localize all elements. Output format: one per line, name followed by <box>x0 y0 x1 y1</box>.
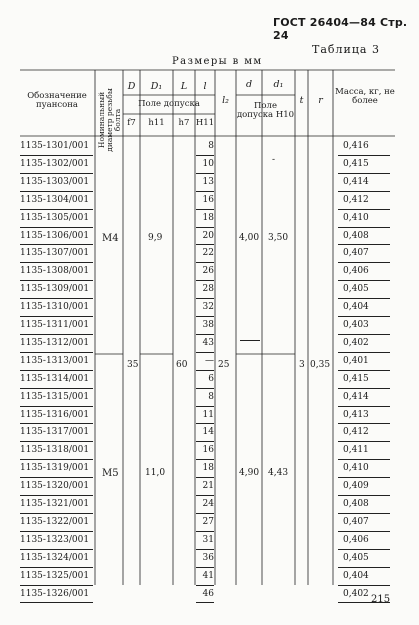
row-mass: 0,411 <box>343 445 369 456</box>
row-underline <box>20 513 93 514</box>
page-number: 215 <box>371 594 391 605</box>
row-l: 27 <box>202 516 214 527</box>
row-designation: 1135-1319/001 <box>20 463 90 474</box>
row-mass: 0,409 <box>343 481 369 492</box>
row-underline <box>20 280 93 281</box>
header-sub-f7: f7 <box>127 118 136 128</box>
row-underline <box>20 191 93 192</box>
row-l: 8 <box>208 141 214 151</box>
row-mass-underline <box>338 567 390 568</box>
row-l-underline <box>196 549 214 550</box>
row-l: 28 <box>202 284 214 295</box>
row-l-underline <box>196 227 214 228</box>
row-mass-underline <box>338 173 390 174</box>
row-designation: 1135-1311/001 <box>20 320 90 330</box>
row-l-underline <box>196 423 214 424</box>
page-header: ГОСТ 26404—84 Стр. 24 <box>273 16 408 42</box>
row-mass-underline <box>338 459 390 460</box>
header-tolerance-H10: Поле допуска H10 <box>236 101 295 121</box>
row-l-underline <box>196 459 214 460</box>
group-m5-d: 4,90 <box>239 468 260 478</box>
header-sub-h11: h11 <box>148 118 165 128</box>
row-l: 13 <box>202 176 214 187</box>
group-m4-D1: 9,9 <box>148 233 163 243</box>
row-l: 20 <box>202 230 214 241</box>
row-designation: 1135-1301/001 <box>20 141 90 151</box>
row-l: 22 <box>202 248 214 259</box>
row-underline <box>20 406 93 407</box>
row-underline <box>20 585 93 586</box>
row-designation: 1135-1312/001 <box>20 337 90 348</box>
row-l-underline <box>196 406 214 407</box>
row-underline <box>20 316 93 317</box>
row-l: 10 <box>202 158 214 169</box>
row-mass-underline <box>338 191 390 192</box>
row-mass-underline <box>338 334 390 335</box>
row-designation: 1135-1313/001 <box>20 355 90 366</box>
row-mass: 0,414 <box>343 176 369 187</box>
row-l-underline <box>196 316 214 317</box>
row-mass-underline <box>338 388 390 389</box>
row-mass: 0,405 <box>343 552 369 563</box>
row-mass: 0,407 <box>343 248 369 259</box>
header-d1: d₁ <box>273 79 284 90</box>
row-l: 11 <box>202 409 214 420</box>
group-m4-d1: 3,50 <box>268 233 289 243</box>
row-mass: 0,406 <box>343 534 369 545</box>
group-m5-nominal: M5 <box>102 468 119 479</box>
row-mass: 0,408 <box>343 230 369 241</box>
row-mass: 0,402 <box>343 588 369 599</box>
row-l: 14 <box>202 427 214 438</box>
row-mass: 0,410 <box>343 212 369 223</box>
row-underline <box>20 173 93 174</box>
header-d: d <box>245 79 253 90</box>
group-m5-D1: 11,0 <box>145 468 166 478</box>
table-label: Таблица 3 <box>312 43 380 56</box>
row-l: 6 <box>208 373 214 384</box>
header-sub-H11: H11 <box>195 118 215 128</box>
row-designation: 1135-1324/001 <box>20 552 90 563</box>
row-mass-underline <box>338 262 390 263</box>
row-underline <box>20 244 93 245</box>
group-m5-d1: 4,43 <box>268 468 289 478</box>
row-l-underline <box>196 495 214 496</box>
row-l: 46 <box>202 588 214 599</box>
row-mass-underline <box>338 477 390 478</box>
row-l: — <box>205 355 214 366</box>
row-mass: 0,415 <box>343 158 369 169</box>
row-mass: 0,403 <box>343 320 369 330</box>
row-mass-underline <box>338 495 390 496</box>
row-underline <box>20 549 93 550</box>
row-mass-underline <box>338 316 390 317</box>
row-l: 16 <box>202 194 214 205</box>
row-designation: 1135-1310/001 <box>20 302 90 313</box>
header-D1: D₁ <box>150 81 163 92</box>
shared-D: 35 <box>127 360 139 370</box>
row-mass: 0,416 <box>343 141 369 151</box>
row-underline <box>20 495 93 496</box>
row-l-underline <box>196 602 214 603</box>
row-l: 8 <box>208 391 214 402</box>
row-mass: 0,404 <box>343 570 369 581</box>
row-mass-underline <box>338 549 390 550</box>
row-designation: 1135-1315/001 <box>20 391 90 402</box>
row-mass-underline <box>338 441 390 442</box>
row-l-underline <box>196 334 214 335</box>
row-designation: 1135-1314/001 <box>20 373 90 384</box>
row-l-underline <box>196 441 214 442</box>
row-underline <box>20 155 93 156</box>
row-mass-underline <box>338 513 390 514</box>
row-l: 16 <box>202 445 214 456</box>
row-mass-underline <box>338 585 390 586</box>
row-mass: 0,413 <box>343 409 369 420</box>
header-sub-h7: h7 <box>178 118 190 128</box>
row-designation: 1135-1321/001 <box>20 499 90 509</box>
row-mass-underline <box>338 352 390 353</box>
row-l-underline <box>196 209 214 210</box>
group-m4-d: 4,00 <box>239 233 260 243</box>
row-l-underline <box>196 244 214 245</box>
row-mass-underline <box>338 298 390 299</box>
row-designation: 1135-1322/001 <box>20 516 90 527</box>
row-l: 41 <box>202 570 214 581</box>
row-designation: 1135-1302/001 <box>20 158 90 169</box>
row-designation: 1135-1317/001 <box>20 427 90 438</box>
header-l2: l₂ <box>222 95 229 106</box>
row-l-underline <box>196 477 214 478</box>
header-r: r <box>318 95 323 106</box>
row-mass: 0,407 <box>343 516 369 527</box>
row-designation: 1135-1307/001 <box>20 248 90 259</box>
row-mass: 0,406 <box>343 266 369 277</box>
row-mass: 0,404 <box>343 302 369 313</box>
row-mass-underline <box>338 531 390 532</box>
row-l: 32 <box>202 302 214 313</box>
row-l: 21 <box>202 481 214 492</box>
row-l-underline <box>196 173 214 174</box>
row-l-underline <box>196 155 214 156</box>
header-mass: Масса, кг, не более <box>335 87 395 107</box>
row-l: 36 <box>202 552 214 563</box>
header-tolerance-left: Поле допуска <box>138 99 200 109</box>
row-underline <box>20 477 93 478</box>
row-underline <box>20 227 93 228</box>
row-l-underline <box>196 298 214 299</box>
row-designation: 1135-1316/001 <box>20 409 90 420</box>
header-l: l <box>203 81 207 92</box>
row-l-underline <box>196 513 214 514</box>
row-underline <box>20 441 93 442</box>
row-underline <box>20 262 93 263</box>
shared-l2: 25 <box>218 360 230 370</box>
row-l: 24 <box>202 499 214 509</box>
row-designation: 1135-1306/001 <box>20 230 90 241</box>
row-l: 43 <box>202 337 214 348</box>
row-designation: 1135-1303/001 <box>20 176 90 187</box>
row-designation: 1135-1320/001 <box>20 481 90 492</box>
row-underline <box>20 298 93 299</box>
row-mass: 0,402 <box>343 337 369 348</box>
row-l: 38 <box>202 320 214 330</box>
row-l: 18 <box>202 463 214 474</box>
row-underline <box>20 334 93 335</box>
header-L: L <box>180 81 188 92</box>
row-underline <box>20 459 93 460</box>
row-mass-underline <box>338 406 390 407</box>
row-underline <box>20 352 93 353</box>
dimensions-caption: Размеры в мм <box>172 56 263 67</box>
d1-dash: - <box>272 155 276 165</box>
row-mass: 0,414 <box>343 391 369 402</box>
row-underline <box>20 388 93 389</box>
row-designation: 1135-1325/001 <box>20 570 90 581</box>
row-mass: 0,405 <box>343 284 369 295</box>
shared-L: 60 <box>176 360 188 370</box>
row-designation: 1135-1304/001 <box>20 194 90 205</box>
row-l-underline <box>196 370 214 371</box>
group-m4-d-underline <box>240 340 260 341</box>
row-mass-underline <box>338 227 390 228</box>
group-m4-nominal: M4 <box>102 233 119 244</box>
row-l-underline <box>196 262 214 263</box>
row-designation: 1135-1318/001 <box>20 445 90 456</box>
row-l-underline <box>196 531 214 532</box>
row-mass: 0,401 <box>343 355 369 366</box>
row-l-underline <box>196 280 214 281</box>
row-designation: 1135-1323/001 <box>20 534 90 545</box>
row-l: 18 <box>202 212 214 223</box>
row-underline <box>20 370 93 371</box>
row-mass-underline <box>338 155 390 156</box>
row-mass-underline <box>338 209 390 210</box>
shared-t: 3 <box>299 360 305 370</box>
row-designation: 1135-1326/001 <box>20 588 90 599</box>
row-l-underline <box>196 352 214 353</box>
row-designation: 1135-1309/001 <box>20 284 90 295</box>
row-l-underline <box>196 191 214 192</box>
row-underline <box>20 567 93 568</box>
header-D: D <box>127 81 136 92</box>
row-l-underline <box>196 585 214 586</box>
row-mass: 0,412 <box>343 194 369 205</box>
row-mass: 0,408 <box>343 499 369 509</box>
row-designation: 1135-1308/001 <box>20 266 90 277</box>
row-underline <box>20 423 93 424</box>
row-l-underline <box>196 567 214 568</box>
row-mass: 0,415 <box>343 373 369 384</box>
shared-r: 0,35 <box>310 360 331 370</box>
row-underline <box>20 531 93 532</box>
row-l: 26 <box>202 266 214 277</box>
row-mass: 0,412 <box>343 427 369 438</box>
row-l-underline <box>196 388 214 389</box>
row-underline <box>20 209 93 210</box>
row-l: 31 <box>202 534 214 545</box>
header-t: t <box>299 95 304 106</box>
header-designation: Обозначение пуансона <box>27 91 87 111</box>
row-mass-underline <box>338 280 390 281</box>
row-mass: 0,410 <box>343 463 369 474</box>
row-mass-underline <box>338 244 390 245</box>
row-mass-underline <box>338 423 390 424</box>
row-mass-underline <box>338 370 390 371</box>
header-nominal-diameter: Номинальный диаметр резьбы болта <box>97 88 122 152</box>
row-underline <box>20 602 93 603</box>
row-designation: 1135-1305/001 <box>20 212 90 223</box>
